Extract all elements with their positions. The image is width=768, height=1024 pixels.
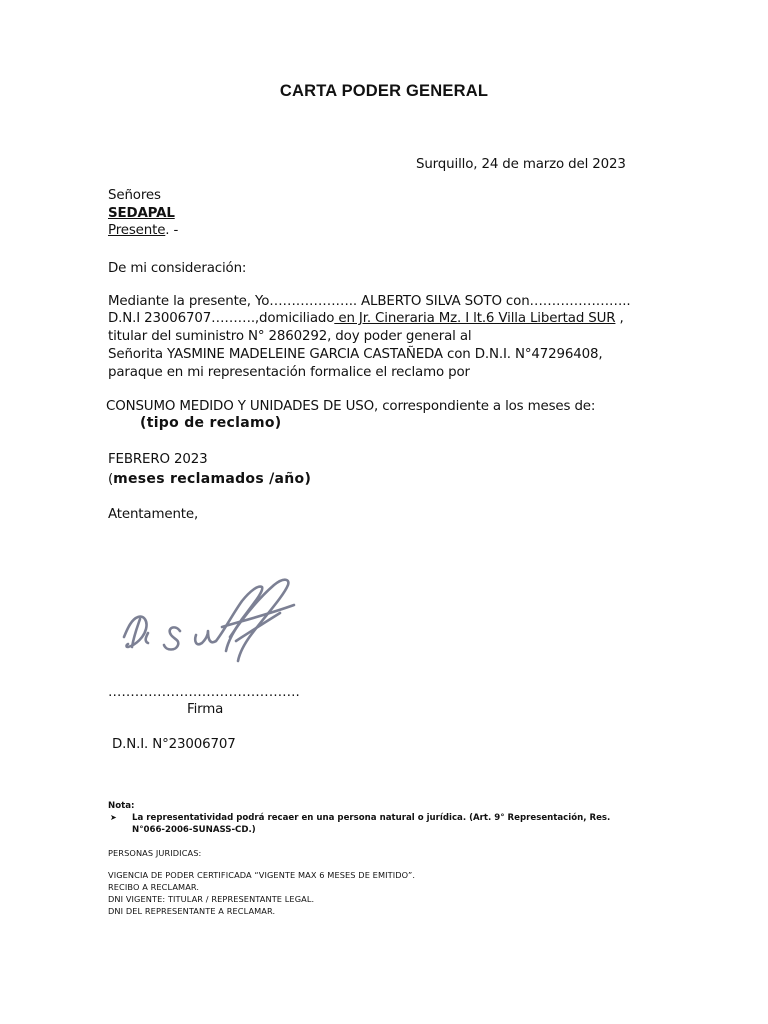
presente-suffix: . - xyxy=(165,223,179,238)
body-line-5: paraque en mi representación formalice el reclamo por xyxy=(108,365,470,380)
signature-image xyxy=(118,575,318,670)
requirement-item: DNI VIGENTE: TITULAR / REPRESENTANTE LEGAL. xyxy=(108,894,315,904)
address-text: en Jr. Cineraria Mz. I lt.6 Villa Libertad SUR xyxy=(334,311,616,326)
claim-text: CONSUMO MEDIDO Y UNIDADES DE USO, correspondiente a los meses de: xyxy=(106,399,596,414)
signature-label: Firma xyxy=(187,702,224,717)
address-suffix: , xyxy=(615,311,624,326)
months-text: FEBRERO 2023 xyxy=(108,452,208,467)
body-line-4: Señorita YASMINE MADELEINE GARCIA CASTAÑEDA con D.N.I. N°47296408, xyxy=(108,347,603,362)
place-date: Surquillo, 24 de marzo del 2023 xyxy=(416,157,626,172)
requirements-heading: PERSONAS JURIDICAS: xyxy=(108,848,202,858)
signer-dni: D.N.I. N°23006707 xyxy=(112,737,236,752)
signature-line: ……………………………………. xyxy=(108,685,300,700)
document-title: CARTA PODER GENERAL xyxy=(279,82,489,100)
claim-type-label: (tipo de reclamo) xyxy=(140,415,282,431)
bullet-icon: ➤ xyxy=(110,813,117,822)
months-label-open: ( xyxy=(108,472,114,487)
dni-domicile-text: D.N.I 23006707……….,domiciliado xyxy=(108,311,335,326)
note-heading: Nota: xyxy=(108,801,135,811)
body-line-1: Mediante la presente, Yo……………….. ALBERTO SILVA SOTO con………………….. xyxy=(108,294,631,309)
requirement-item: VIGENCIA DE PODER CERTIFICADA “VIGENTE MAX 6 MESES DE EMITIDO”. xyxy=(108,870,416,880)
presente-text: Presente xyxy=(108,223,166,238)
salutation: Señores xyxy=(108,188,161,203)
requirement-item: RECIBO A RECLAMAR. xyxy=(108,882,200,892)
requirement-item: DNI DEL REPRESENTANTE A RECLAMAR. xyxy=(108,906,276,916)
closing: Atentamente, xyxy=(108,507,199,522)
greeting: De mi consideración: xyxy=(108,261,247,276)
note-line-1: La representatividad podrá recaer en una persona natural o jurídica. (Art. 9° Representación, Res. xyxy=(132,813,611,823)
note-line-2: N°066-2006-SUNASS-CD.) xyxy=(132,825,256,835)
presente-line xyxy=(108,222,178,240)
months-label: meses reclamados /año) xyxy=(113,471,312,487)
body-line-3: titular del suministro N° 2860292, doy poder general al xyxy=(108,329,472,344)
body-line-2 xyxy=(108,310,624,328)
months-label-line xyxy=(108,468,311,489)
recipient-company: SEDAPAL xyxy=(108,206,175,221)
